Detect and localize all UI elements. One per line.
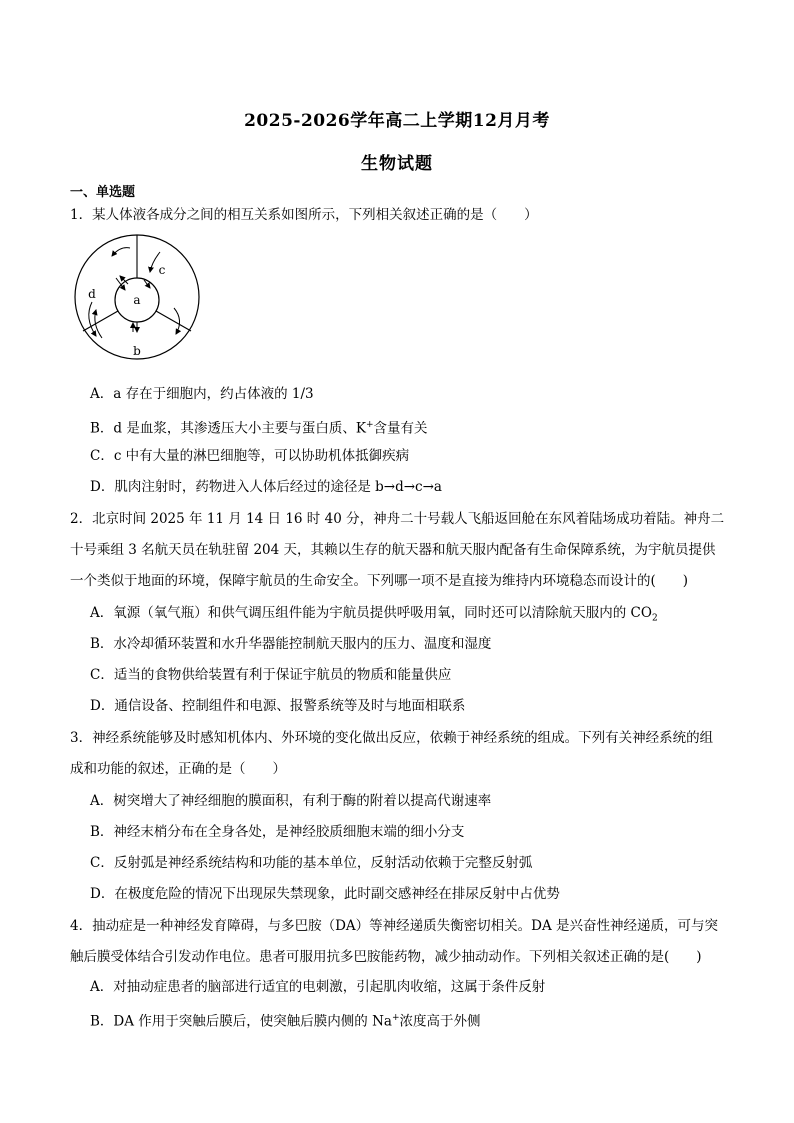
- question-3-stem: 3．神经系统能够及时感知机体内、外环境的变化做出反应，依赖于神经系统的组成。下列有关神经系统的组成和功能的叙述，正确的是（ ）: [70, 730, 714, 777]
- q2-option-b: B．水冷却循环装置和水升华器能控制航天服内的压力、温度和湿度: [90, 636, 492, 652]
- q3-option-d: D．在极度危险的情况下出现尿失禁现象，此时副交感神经在排尿反射中占优势: [90, 886, 560, 902]
- q2-option-a: A．氧源（氧气瓶）和供气调压组件能为宇航员提供呼吸用氧，同时还可以清除航天服内的 $CO_2$: [90, 605, 658, 624]
- label-c: c: [158, 263, 166, 277]
- label-b: b: [133, 344, 141, 358]
- section-heading: 一、单选题: [70, 185, 136, 200]
- q1-option-b: B．d 是血浆，其渗透压大小主要与蛋白质、K+含量有关: [90, 420, 428, 437]
- q1-option-d: D．肌肉注射时，药物进入人体后经过的途径是 b→d→c→a: [90, 479, 442, 495]
- exam-title: 2025-2026学年高二上学期12月月考: [244, 111, 550, 131]
- q4-option-a: A．对抽动症患者的脑部进行适宜的电刺激，引起肌肉收缩，这属于条件反射: [90, 979, 546, 995]
- question-4-stem: 4．抽动症是一种神经发育障碍，与多巴胺（DA）等神经递质失衡密切相关。DA 是兴奋性神经递质，可与突触后膜受体结合引发动作电位。患者可服用抗多巴胺能药物，减少抽动动作。下列相关叙述正确的是( ): [70, 918, 719, 965]
- q4-option-b: B．DA 作用于突触后膜后，使突触后膜内侧的 Na+浓度高于外侧: [90, 1013, 481, 1030]
- q1-option-c: C．c 中有大量的淋巴细胞等，可以协助机体抵御疾病: [90, 448, 410, 464]
- arrow: [95, 310, 102, 338]
- divider-line: [156, 311, 191, 331]
- q3-option-a: A．树突增大了神经细胞的膜面积，有利于酶的附着以提高代谢速率: [90, 793, 492, 809]
- body-fluid-diagram: [70, 232, 200, 362]
- arrow: [174, 308, 180, 334]
- label-a: a: [133, 293, 141, 307]
- label-d: d: [88, 287, 96, 301]
- q1-option-a: A．a 存在于细胞内，约占体液的 1/3: [90, 386, 314, 402]
- question-2-stem: 2．北京时间 2025 年 11 月 14 日 16 时 40 分，神舟二十号载人飞船返回舱在东风着陆场成功着陆。神舟二十号乘组 3 名航天员在轨驻留 204 天，其赖以生存的航天器和航天服内配备有生命保障系统，为宇航员提供一个类似于地面的环境，保障宇航员的生命安全。下列哪一项不是直接为维持内环境稳态而设计的( ): [70, 511, 725, 589]
- q2-option-c: C．适当的食物供给装置有利于保证宇航员的物质和能量供应: [90, 667, 452, 683]
- q3-option-b: B．神经末梢分布在全身各处，是神经胶质细胞末端的细小分支: [90, 824, 465, 840]
- q2-option-d: D．通信设备、控制组件和电源、报警系统等及时与地面相联系: [90, 698, 466, 714]
- question-1-stem: 1．某人体液各成分之间的相互关系如图所示，下列相关叙述正确的是（ ）: [70, 207, 538, 223]
- q3-option-c: C．反射弧是神经系统结构和功能的基本单位，反射活动依赖于完整反射弧: [90, 855, 533, 871]
- arrow: [112, 248, 130, 256]
- exam-subject: 生物试题: [361, 154, 433, 174]
- divider-line: [83, 311, 118, 331]
